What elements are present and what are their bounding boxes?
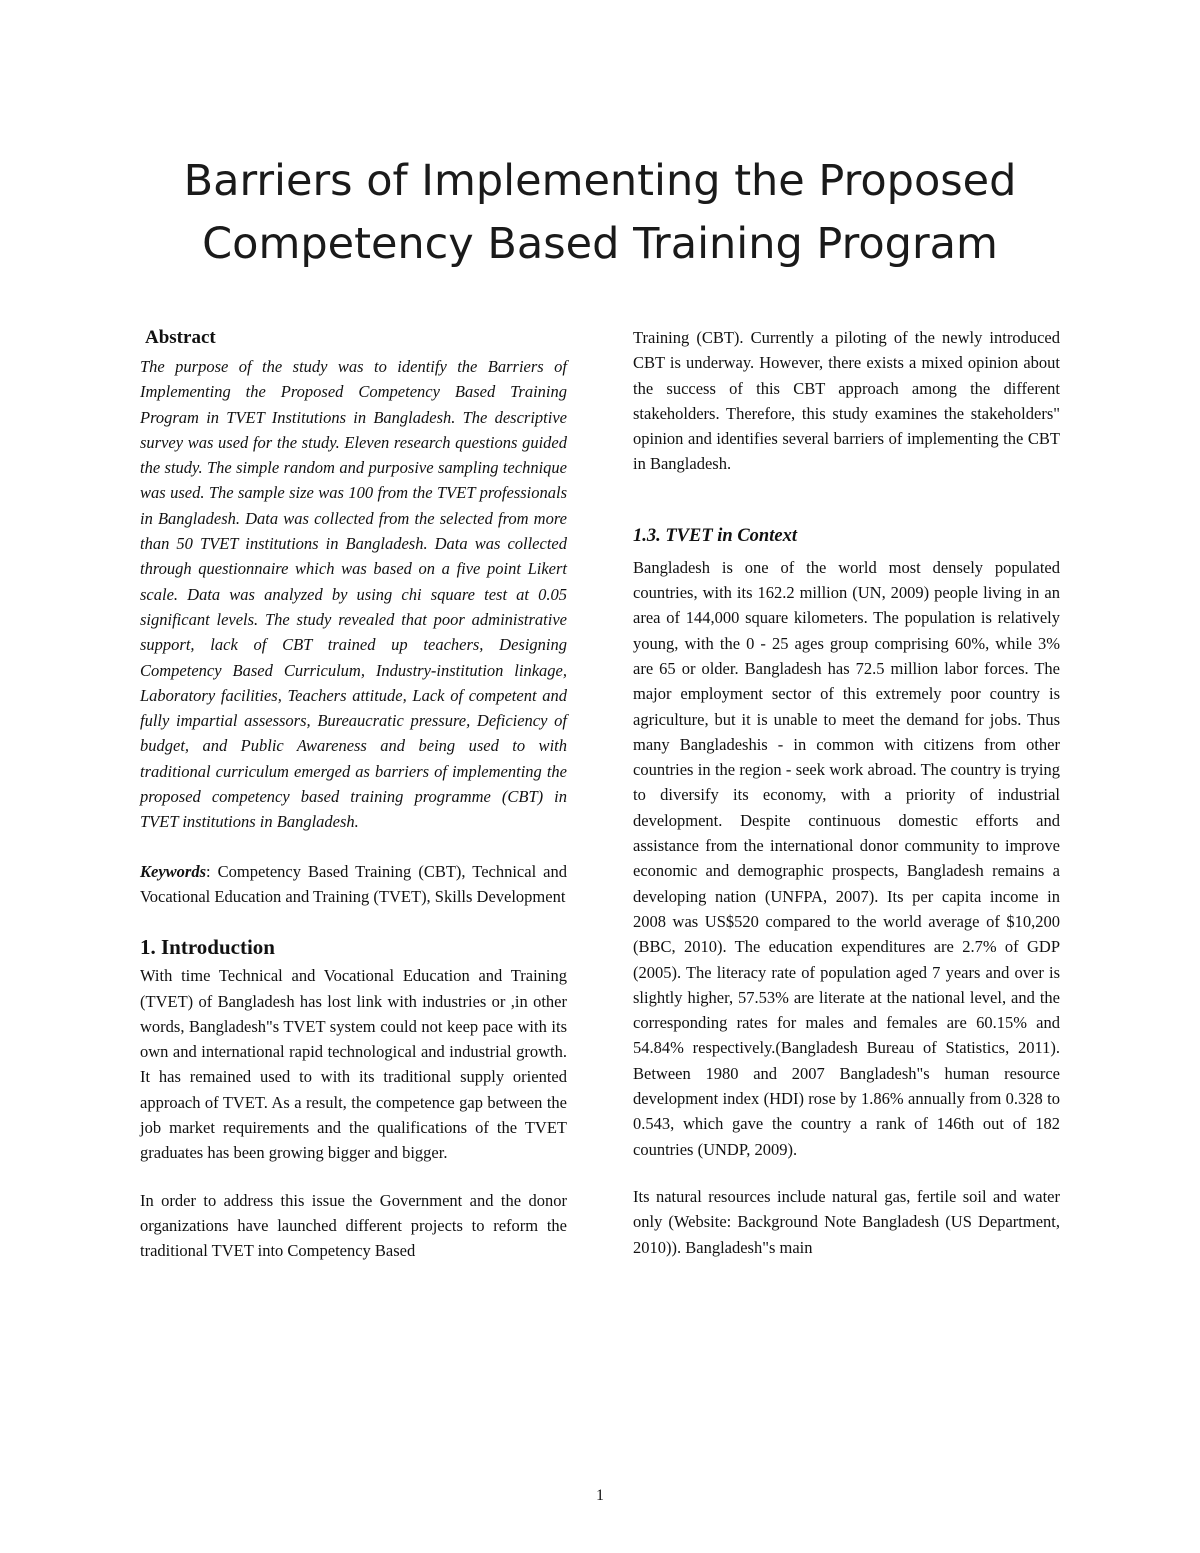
right-column (633, 325, 1060, 1260)
context-heading: 1.3. TVET in Context (633, 525, 797, 546)
introduction-heading: 1. Introduction (140, 935, 275, 960)
introduction-paragraph-1: With time Technical and Vocational Education and Training (TVET) of Bangladesh has lost link with industries or ,in other words, Bangladesh"s TVET system could not keep pace with its own and international rapid technological and industrial growth. It has remained used to with its traditional supply oriented approach of TVET. As a result, the competence gap between the job market requirements and the qualifications of the TVET graduates has been growing bigger and bigger. (140, 966, 567, 1163)
paper-title (100, 150, 1100, 276)
context-paragraph-2: Its natural resources include natural gas, fertile soil and water only (Website: Background Note Bangladesh (US Department, 2010)). Bangladesh"s main (633, 1186, 1060, 1257)
context-paragraph-1: Bangladesh is one of the world most densely populated countries, with its 162.2 million (UN, 2009) people living in an area of 144,000 square kilometers. The population is relatively young, with the 0 - 25 ages group comprising 60%, while 3% are 65 or older. Bangladesh has 72.5 million labor forces. The major employment sector of this extremely poor country is agriculture, but it is unable to meet the demand for jobs. Thus many Bangladeshis - in common with citizens from other countries in the region - seek work abroad. The country is trying to diversify its economy, with a priority of industrial development. Despite continuous domestic efforts and assistance from the international donor community to improve economic and demographic prospects, Bangladesh remains a developing nation (UNFPA, 2007). Its per capita income in 2008 was US$520 compared to the world average of $10,200 (BBC, 2010). The education expenditures are 2.7% of GDP (2005). The literacy rate of population aged 7 years and over is slightly higher, 57.53% are literate at the national level, and the corresponding rates for males and females are 60.15% and 54.84% respectively.(Bangladesh Bureau of Statistics, 2011). Between 1980 and 2007 Bangladesh"s human resource development index (HDI) rose by 1.86% annually from 0.328 to 0.543, which gave the country a rank of 146th out of 182 countries (UNDP, 2009). (633, 557, 1060, 1159)
title-line-2: Competency Based Training Program (202, 219, 998, 269)
abstract-heading: Abstract (145, 327, 216, 348)
abstract-text: The purpose of the study was to identify the Barriers of Implementing the Proposed Competency Based Training Program in TVET Institutions in Bangladesh. The descriptive survey was used for the study. Eleven research questions guided the study. The simple random and purposive sampling technique was used. The sample size was 100 from the TVET professionals in Bangladesh. Data was collected from the selected from more than 50 TVET institutions in Bangladesh. Data was collected through questionnaire which was based on a five point Likert scale. Data was analyzed by using chi square test at 0.05 significant levels. The study revealed that poor administrative support, lack of CBT trained up teachers, Designing Competency Based Curriculum, Industry-institution linkage, Laboratory facilities, Teachers attitude, Lack of competent and fully impartial assessors, Bureaucratic pressure, Deficiency of budget, and Public Awareness and being used to with traditional curriculum emerged as barriers of implementing the proposed competency based training programme (CBT) in TVET institutions in Bangladesh. (140, 357, 567, 832)
keywords (140, 859, 567, 910)
title-line-1: Barriers of Implementing the Proposed (183, 156, 1017, 206)
left-column (140, 325, 567, 1264)
keywords-text: : Competency Based Training (CBT), Technical and Vocational Education and Training (TVET), Skills Development (140, 861, 567, 906)
introduction-paragraph-2-continued: Training (CBT). Currently a piloting of the newly introduced CBT is underway. However, there exists a mixed opinion about the success of this CBT approach among the different stakeholders. Therefore, this study examines the stakeholders" opinion and identifies several barriers of implementing the CBT in Bangladesh. (633, 328, 1060, 474)
page-number: 1 (596, 1487, 604, 1504)
keywords-label: Keywords (140, 861, 206, 881)
introduction-paragraph-2: In order to address this issue the Government and the donor organizations have launched different projects to reform the traditional TVET into Competency Based (140, 1190, 567, 1261)
